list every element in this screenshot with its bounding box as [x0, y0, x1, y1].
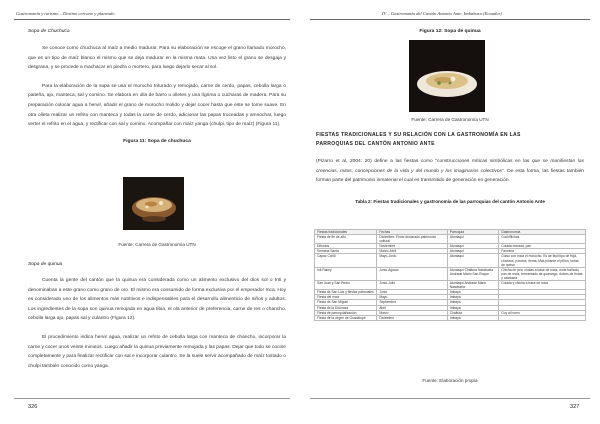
- table-cell: Chicha de jora, cholas a base de maíz, mote bañado, pan de maíz, fermentado de guarango, dulces de frutas y calabaza: [499, 267, 586, 280]
- quinoa-soup-illustration: [409, 40, 485, 112]
- table-cell: Guiso con maíz el morocho. Es de fácil tipo de frijol, chorizos, porotos, ñema. Más picante el piñón, tortas de queso: [499, 254, 586, 267]
- section-heading-fiestas: [316, 131, 584, 148]
- table-cell: Atuntaqui: [447, 235, 498, 244]
- table-cell: Marzo-Abril: [377, 249, 447, 254]
- table-cell: Difuntos: [315, 244, 377, 249]
- quote-text: De esta forma, las fiestas también forman parte del patrimonio inmaterial el cual es transmitido de generación en generación.: [316, 168, 584, 183]
- figure-11-image: [123, 177, 184, 230]
- right-page-number: 327: [570, 404, 580, 410]
- table-cell: Chaltura: [447, 310, 498, 315]
- table-header-cell: Fiestas tradicionales: [315, 230, 377, 235]
- table-body: [315, 235, 586, 321]
- figure-12-image: [409, 40, 485, 112]
- table-2-source: Fuente: Elaboración propia: [422, 378, 478, 383]
- section-title-quinua: Sopa de quinua: [28, 262, 63, 267]
- right-running-head: IV – Gastronomía del Cantón Antonio Ante, Imbabura (Ecuador): [382, 11, 502, 16]
- heading-line: PARROQUIAS DEL CANTÓN ANTONIO ANTE: [316, 140, 435, 147]
- right-footer-rule: [310, 398, 590, 399]
- table-cell: Colada morada, pan: [499, 244, 586, 249]
- table-row: [315, 315, 586, 320]
- left-page-number: 326: [28, 404, 38, 410]
- table-cell: Marzo: [377, 310, 447, 315]
- fiestas-table: [314, 229, 586, 321]
- figure-12-caption: [312, 29, 588, 34]
- table-row: [315, 267, 586, 280]
- table-cell: Semana Santa: [315, 249, 377, 254]
- table-row: [315, 254, 586, 267]
- paragraph: Cuenta la gente del cantón que la quinua era considerada como un alimento exclusivo del dios sol o Inti y denominaban a este grano como grano de oro. El mismo era consumido de forma exclusiva por el emperador Inca. Hoy es considerado uno de los alimentos más nutritivos e indispensables para el desarrollo alimenticio de niños y adultos. Los ingredientes de la sopa son quinua remojada en agua tibia, el ola anterior de preferencia, carne de res o chancho, cebolla larga ajo, papas sal y culantro (Figura 12).: [28, 278, 286, 322]
- table-cell: Diciembre: [377, 315, 447, 320]
- table-cell: Imbaya: [447, 315, 498, 320]
- table-cell: Fiesta de San Luis y fiestas patronales: [315, 290, 377, 295]
- table-cell: Fanesca: [499, 249, 586, 254]
- right-header-rule: [310, 19, 590, 20]
- right-page: [300, 0, 600, 424]
- figure-12-title: Figura 12: Sopa de quinua: [419, 29, 481, 34]
- quote-italic-text: que se manifiestan las creencias, mitos, concepciones de la vida y del mundo y los imaginarios colectivos".: [316, 159, 584, 174]
- left-body-2: [28, 242, 286, 371]
- quote-paragraph: [316, 157, 584, 185]
- table-cell: Mayo-Junio: [377, 254, 447, 267]
- table-cell: Junio-Julio: [377, 281, 447, 290]
- paragraph: Para la elaboración de la sopa se usa el morocho triturado y remojado, carne de cerdo, papas, cebolla larga o paiteña, ajo, manteca, sal y comino. Se elabora en olla de barro u olletes y una lígrima o cucharas de madera. Para su preparación colocar agua a hervir, añadir el grano de morocho molido y dejar cocer hasta que este se torne suave. En otra olleta realizar un refrito con manteca y todas la carne de cerdo, adicionar las papas troceadas y amnochar, luego verter el refrito en el agua, y rectificar con sal y comino. Acompañar con maíz yanga (chulpi, tipo de maíz) (Figura 11).: [28, 83, 286, 128]
- table-cell: Atuntaqui: [447, 254, 498, 267]
- table-cell: Capac Cchill: [315, 254, 377, 267]
- left-body: [28, 29, 286, 144]
- table-cell: Fiesta del maíz: [315, 295, 377, 300]
- table-cell: Atuntaqui: [447, 244, 498, 249]
- paragraph: El procedimiento indica hervir agua, realizar un refrito de cebolla larga con manteca de chancho, incorporar la carne y cocer unos veinte minutos. Luego añadir la quinua previamente remojada y las papas. Dejar que todo se cocine completamente y para finalizar rectificar con sal e incorporar culantro. Se la suele servir acompañado de maíz tostado o chulpi también conocido como yanga.: [28, 334, 286, 369]
- left-running-head: Gastronomía y turismo – Destino cercano y planeado: [16, 11, 115, 16]
- table-cell: Atuntaqui Andrade Marín Natabuela: [447, 281, 498, 290]
- table-cell: Colada y chicha a base de maíz: [499, 281, 586, 290]
- table-2-title: Tabla 2: Fiestas tradicionales y gastronomía de las parroquias del cantón Antonio Ante: [355, 199, 545, 205]
- table-cell: Imbaya: [447, 305, 498, 310]
- table-cell: Junio-Agosto: [377, 267, 447, 280]
- table-cell: Cuchiñichas: [499, 235, 586, 244]
- table-cell: Cuy al horno: [499, 310, 586, 315]
- table-header-cell: Parroquia: [447, 230, 498, 235]
- right-body: [316, 117, 584, 204]
- table-cell: Fiesta de la virgen de Guadalupe: [315, 315, 377, 320]
- table-cell: Abril: [377, 305, 447, 310]
- table-cell: Imbaya: [447, 300, 498, 305]
- paragraph: Se conoce como chuchuca al maíz a medio madurar. Para su elaboración se escoge el grano llamado morocho, que es un tipo de maíz blanco el mismo que se deja madurar en la misma mata. Una vez listo el grano se desgaja y desgrana, y se procede a machacar en piedra o mortero, para luego dejarlo secar al sol.: [28, 46, 286, 71]
- table-cell: Inti Raimy: [315, 267, 377, 280]
- table-cell: Fiesta de la Dolorosa: [315, 305, 377, 310]
- figure-12-source: Fuente: Carrera de Gastronomía UTN: [411, 117, 489, 122]
- heading-line: FIESTAS TRADICIONALES Y SU RELACIÓN CON LA GASTRONOMÍA EN LAS: [316, 132, 521, 138]
- table-header-cell: Fechas: [377, 230, 447, 235]
- table-cell: Junio: [377, 290, 447, 295]
- quote-text: (Pizarro et al, 2004: 20) define a las fiestas como "construcciones míticas simbólicas en las: [316, 159, 530, 165]
- table-cell: Septiembre: [377, 300, 447, 305]
- table-cell: Fiesta de fin de año: [315, 235, 377, 244]
- left-footer-rule: [14, 398, 290, 399]
- section-title-chuchuca: Sopa de Chuchuca: [28, 29, 70, 34]
- table-cell: Atuntaqui Chaltura Natabuela Andrade Marín San Roque: [447, 267, 498, 280]
- table-cell: [499, 315, 586, 320]
- table-cell: Fiesta de San Miguel: [315, 300, 377, 305]
- soup-bowl-illustration: [123, 177, 184, 230]
- table-row: [315, 281, 586, 290]
- left-header-rule: [14, 19, 290, 20]
- table-cell: Mayo: [377, 295, 447, 300]
- table-cell: San Juan y San Pedro: [315, 281, 377, 290]
- table-cell: Fiesta de parroquialización: [315, 310, 377, 315]
- figure-11-source: Fuente: Carrera de Gastronomía UTN: [118, 242, 196, 247]
- table-cell: Atuntaqui: [447, 249, 498, 254]
- table-cell: Imbaya: [447, 295, 498, 300]
- table-cell: Noviembre: [377, 244, 447, 249]
- table-cell: Imbaya: [447, 290, 498, 295]
- table-header-cell: Gastronomía: [499, 230, 586, 235]
- table-cell: Diciembre. Firme declarado patrimonio cultural: [377, 235, 447, 244]
- table-row: [315, 235, 586, 244]
- figure-11-title: Figura 11: Sopa de chuchuca: [123, 138, 191, 144]
- table-source-wrap: [312, 378, 588, 383]
